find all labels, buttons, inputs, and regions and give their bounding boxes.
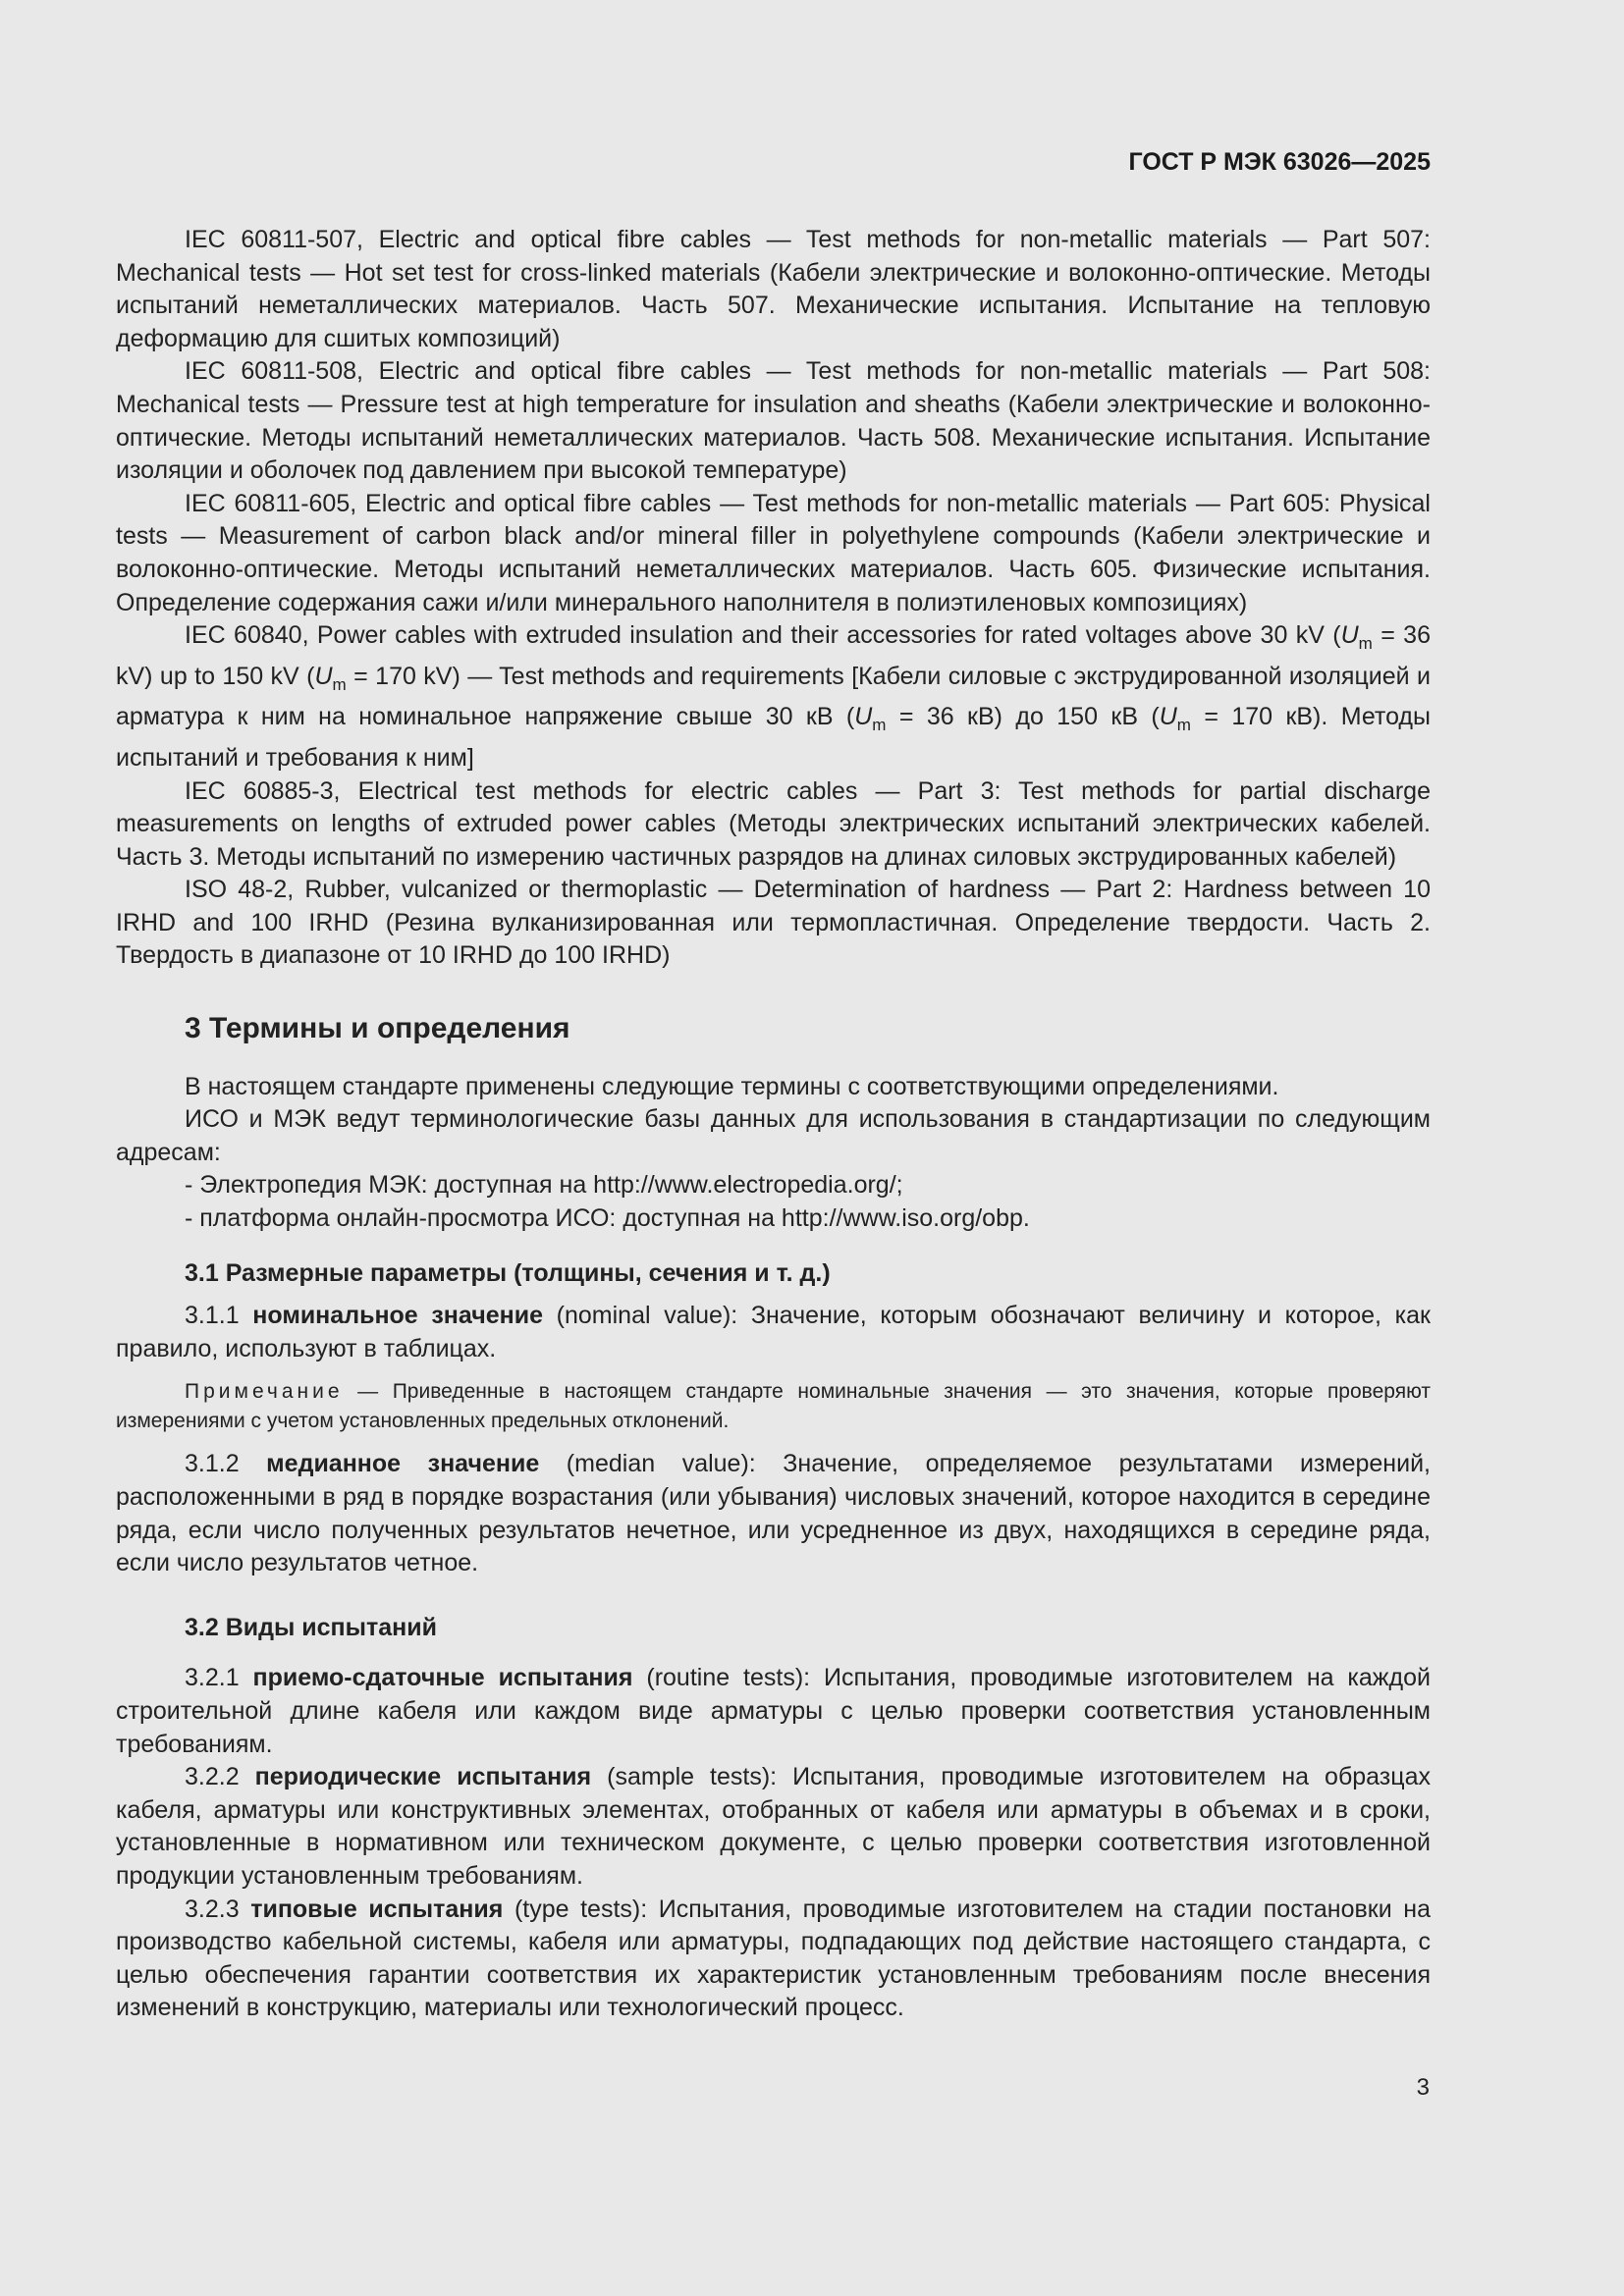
reference-iec-60811-508: IEC 60811-508, Electric and optical fibre cables — Test methods for non-metallic materials — Part 508: Mechanical tests — Pressure test at high temperature for insulation and sheaths (Кабели электрические и волоконно-оптические. Методы испытаний неметаллических материалов. Часть 508. Механические испытания. Испытание изоляции и оболочек под давлением при высокой температуре): [116, 357, 1431, 485]
page-number: 3: [1416, 2074, 1430, 2101]
document-header: ГОСТ Р МЭК 63026—2025: [1128, 148, 1431, 176]
voltage-symbol: $U_m$: [1340, 621, 1373, 654]
reference-iec-60840: [116, 619, 1431, 774]
iec60840-text-3: = 170 kV) — Test methods and requirements [Кабели силовые с экструдированной изоляцией и арматура к ним на номинальное напряжение свыше 30 кВ (: [116, 662, 1431, 731]
section-intro-databases: ИСО и МЭК ведут терминологические базы данных для использования в стандартизации по следующим адресам:: [116, 1105, 1431, 1166]
term-definition: 3.1.1 номинальное значение (nominal value): Значение, которым обозначают величину и которое, как правило, используют в таблицах.: [116, 1302, 1431, 1362]
list-item: - платформа онлайн-просмотра ИСО: доступная на http://www.iso.org/obp.: [185, 1204, 1030, 1233]
section-intro: В настоящем стандарте применены следующие термины с соответствующими определениями.: [185, 1072, 1279, 1100]
iec60840-text-4: = 36 кВ) до 150 кВ (: [886, 703, 1160, 731]
section-heading: 3 Термины и определения: [185, 1012, 570, 1045]
iec60840-text-2: = 36 kV) up to 150 kV (: [116, 621, 1431, 690]
term-definition: 3.2.3 типовые испытания (type tests): Испытания, проводимые изготовителем на стадии постановки на производство кабельной системы, кабеля или арматуры, подпадающих под действие настоящего стандарта, с целью обеспечения гарантии соответствия их характеристик установленным требованиям после внесения изменений в конструкцию, материалы или технологический процесс.: [116, 1895, 1431, 2022]
term-name: номинальное значение: [252, 1302, 543, 1330]
voltage-symbol: $U_m$: [854, 703, 887, 735]
term-definition: 3.1.2 медианное значение (median value): Значение, определяемое результатами измерений, расположенными в ряд в порядке возрастания (или убывания) числовых значений, которое находится в середине ряда, если число полученных результатов нечетное, или усредненное из двух, находящихся в середине ряда, если число результатов четное.: [116, 1450, 1431, 1577]
note: Примечание — Приведенные в настоящем стандарте номинальные значения — это значения, которые проверяют измерениями с учетом установленных предельных отклонений.: [116, 1380, 1431, 1433]
term-definition: 3.2.2 периодические испытания (sample tests): Испытания, проводимые изготовителем на образцах кабеля, арматуры или конструктивных элементах, отобранных от кабеля или арматуры в объемах и в сроки, установленные в нормативном или техническом документе, с целью проверки соответствия изготовленной продукции установленным требованиям.: [116, 1763, 1431, 1890]
term-name: приемо-сдаточные испытания: [252, 1664, 633, 1692]
reference-iso-48-2: ISO 48-2, Rubber, vulcanized or thermoplastic — Determination of hardness — Part 2: Hardness between 10 IRHD and 100 IRHD (Резина вулканизированная или термопластичная. Определение твердости. Часть 2. Твердость в диапазоне от 10 IRHD до 100 IRHD): [116, 876, 1431, 970]
iec60840-text-5: = 170 кВ). Методы испытаний и требования к ним]: [116, 703, 1431, 772]
subsection-heading: 3.1 Размерные параметры (толщины, сечения и т. д.): [185, 1258, 831, 1287]
voltage-symbol: $U_m$: [314, 662, 347, 694]
term-name: медианное значение: [266, 1450, 540, 1478]
reference-iec-60811-605: IEC 60811-605, Electric and optical fibre cables — Test methods for non-metallic materials — Part 605: Physical tests — Measurement of carbon black and/or mineral filler in polyethylene compounds (Кабели электрические и волоконно-оптические. Методы испытаний неметаллических материалов. Часть 605. Физические испытания. Определение содержания сажи и/или минерального наполнителя в полиэтиленовых композициях): [116, 489, 1431, 616]
term-name: периодические испытания: [254, 1763, 592, 1791]
subsection-heading: 3.2 Виды испытаний: [185, 1613, 437, 1641]
page-body: [116, 224, 1431, 2025]
reference-iec-60811-507: IEC 60811-507, Electric and optical fibre cables — Test methods for non-metallic materials — Part 507: Mechanical tests — Hot set test for cross-linked materials (Кабели электрические и волоконно-оптические. Методы испытаний неметаллических материалов. Часть 507. Механические испытания. Испытание на тепловую деформацию для сшитых композиций): [116, 226, 1431, 352]
iec60840-text-1: IEC 60840, Power cables with extruded insulation and their accessories for rated voltages above 30 kV (: [185, 621, 1341, 650]
list-item: - Электропедия МЭК: доступная на http://www.electropedia.org/;: [185, 1171, 903, 1200]
note-label: Примечание: [185, 1380, 344, 1404]
voltage-symbol: $U_m$: [1159, 703, 1191, 735]
term-name: типовые испытания: [250, 1895, 504, 1923]
term-definition: 3.2.1 приемо-сдаточные испытания (routine tests): Испытания, проводимые изготовителем на каждой строительной длине кабеля или каждом виде арматуры с целью проверки соответствия установленным требованиям.: [116, 1664, 1431, 1758]
reference-iec-60885-3: IEC 60885-3, Electrical test methods for electric cables — Part 3: Test methods for partial discharge measurements on lengths of extruded power cables (Методы электрических испытаний электрических кабелей. Часть 3. Методы испытаний по измерению частичных разрядов на длинах силовых экструдированных кабелей): [116, 776, 1431, 871]
